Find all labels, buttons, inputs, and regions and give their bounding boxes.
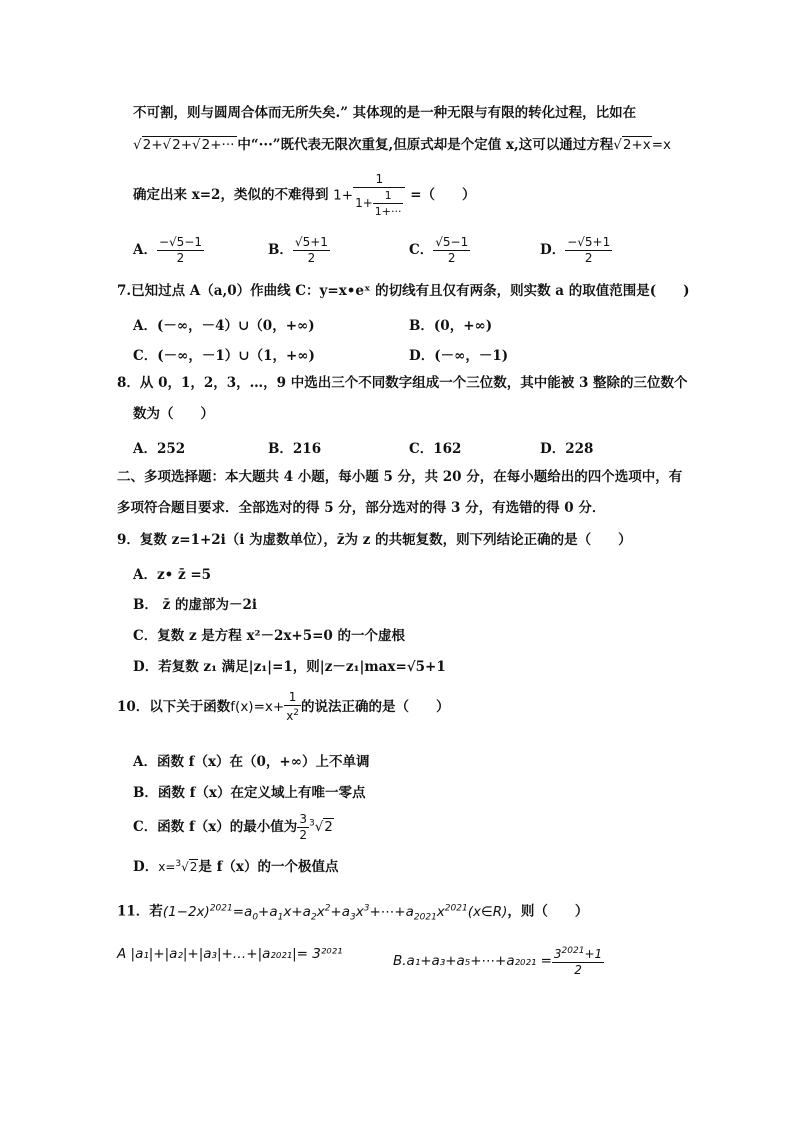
- q7-option-c: C．(－∞，－1）∪（1，+∞): [133, 348, 315, 364]
- radical-equation: √2+x: [613, 137, 651, 153]
- line-3-text: 确定出来 x=2，类似的不难得到: [133, 187, 329, 203]
- text-line-3: [133, 172, 476, 219]
- q6-option-c: C． $\frac{√5-1}{2}$: [409, 235, 469, 265]
- q8-option-c: C．162: [409, 441, 462, 457]
- question-10: [117, 690, 450, 724]
- q11-expansion: $(1-2x)^{2021}=a_0+a_1x+a_2x^2+a_3x^3+\cdots+a_{2021}x^{2021}(x\in R)$: [162, 903, 508, 923]
- text-line-1: 不可割，则与圆周合体而无所失矣.” 其体现的是一种无限与有限的转化过程，比如在: [133, 105, 637, 121]
- question-7: 7.已知过点 A（a,0）作曲线 C：y=x•eˣ 的切线有且仅有两条，则实数 a 的取值范围是( ): [117, 283, 690, 299]
- q11-text-a: 11．若: [117, 903, 163, 920]
- q10-option-a: A．函数 f（x）在（0，+∞）上不单调: [133, 754, 370, 770]
- text-line-2: [133, 136, 671, 154]
- q7-option-a: A．(－∞，－4）∪（0，+∞): [133, 318, 315, 334]
- continued-fraction: 1+ 1 1+ $\frac{1}{1+\cdot\cdot\cdot}$: [333, 172, 405, 219]
- q11-option-a: A |a₁|+|a₂|+|a₃|+…+|a₂₀₂₁|= 3²⁰²¹: [117, 946, 343, 962]
- q10-text-a: 10．以下关于函数: [117, 699, 231, 715]
- q9-option-b: B． z̄ 的虚部为－2i: [133, 597, 257, 613]
- q9-option-a: A．z• z̄ =5: [133, 567, 212, 583]
- section-2-heading-line-2: 多项符合题目要求．全部选对的得 5 分，部分选对的得 3 分，有选错的得 0 分．: [117, 500, 606, 516]
- q8-option-b: B．216: [268, 441, 322, 457]
- q6-option-a: A． $\frac{-√5-1}{2}$: [133, 235, 203, 265]
- q6-option-d: D． $\frac{-√5+1}{2}$: [540, 235, 611, 265]
- question-11: [117, 899, 588, 926]
- section-2-heading-line-1: 二、多项选择题：本大题共 4 小题，每小题 5 分，共 20 分，在每小题给出的四个选项中，有: [117, 469, 683, 485]
- q9-option-c: C．复数 z 是方程 x²－2x+5=0 的一个虚根: [133, 628, 406, 644]
- q8-option-d: D．228: [540, 441, 594, 457]
- q10-function: f(x)=x+ $\frac{1}{x^2}$: [230, 690, 300, 723]
- q11-text-b: ，则（ ）: [507, 903, 589, 920]
- equals-x: =x: [651, 137, 672, 153]
- line-3-answer: =（ ）: [410, 187, 476, 203]
- question-8-line-1: 8．从 0，1，2，3，…，9 中选出三个不同数字组成一个三位数，其中能被 3 整除的三位数个: [117, 375, 688, 391]
- q7-option-d: D．(－∞，－1): [409, 348, 509, 364]
- q10-option-b: B．函数 f（x）在定义域上有唯一零点: [133, 785, 366, 801]
- q10-text-b: 的说法正确的是（ ）: [301, 699, 450, 715]
- q7-option-b: B．(0，+∞): [409, 318, 493, 334]
- q10-option-c: C．函数 f（x）的最小值为 $\frac{3}{2}$ $^3$√2: [133, 812, 333, 842]
- q8-option-a: A．252: [133, 441, 186, 457]
- question-8-line-2: 数为（ ）: [133, 406, 214, 422]
- q6-option-b: B． $\frac{√5+1}{2}$: [268, 235, 328, 265]
- nested-radical: √2+√2+√2+···: [133, 136, 237, 153]
- q10-option-d: D．x=$^3$√2是 f（x）的一个极值点: [133, 859, 339, 875]
- question-9: 9．复数 z=1+2i（i 为虚数单位），z̄为 z 的共轭复数，则下列结论正确的是（ ）: [117, 532, 632, 548]
- q11-option-b: B.a₁+a₃+a₅+⋯+a₂₀₂₁ = $\frac{3^{2021}+1}{2}$: [393, 946, 603, 977]
- line-2-text: 中“···”既代表无限次重复,但原式却是个定值 x,这可以通过方程: [237, 137, 614, 153]
- q9-option-d: D．若复数 z₁ 满足|z₁|=1，则|z－z₁|max=√5+1: [133, 659, 446, 675]
